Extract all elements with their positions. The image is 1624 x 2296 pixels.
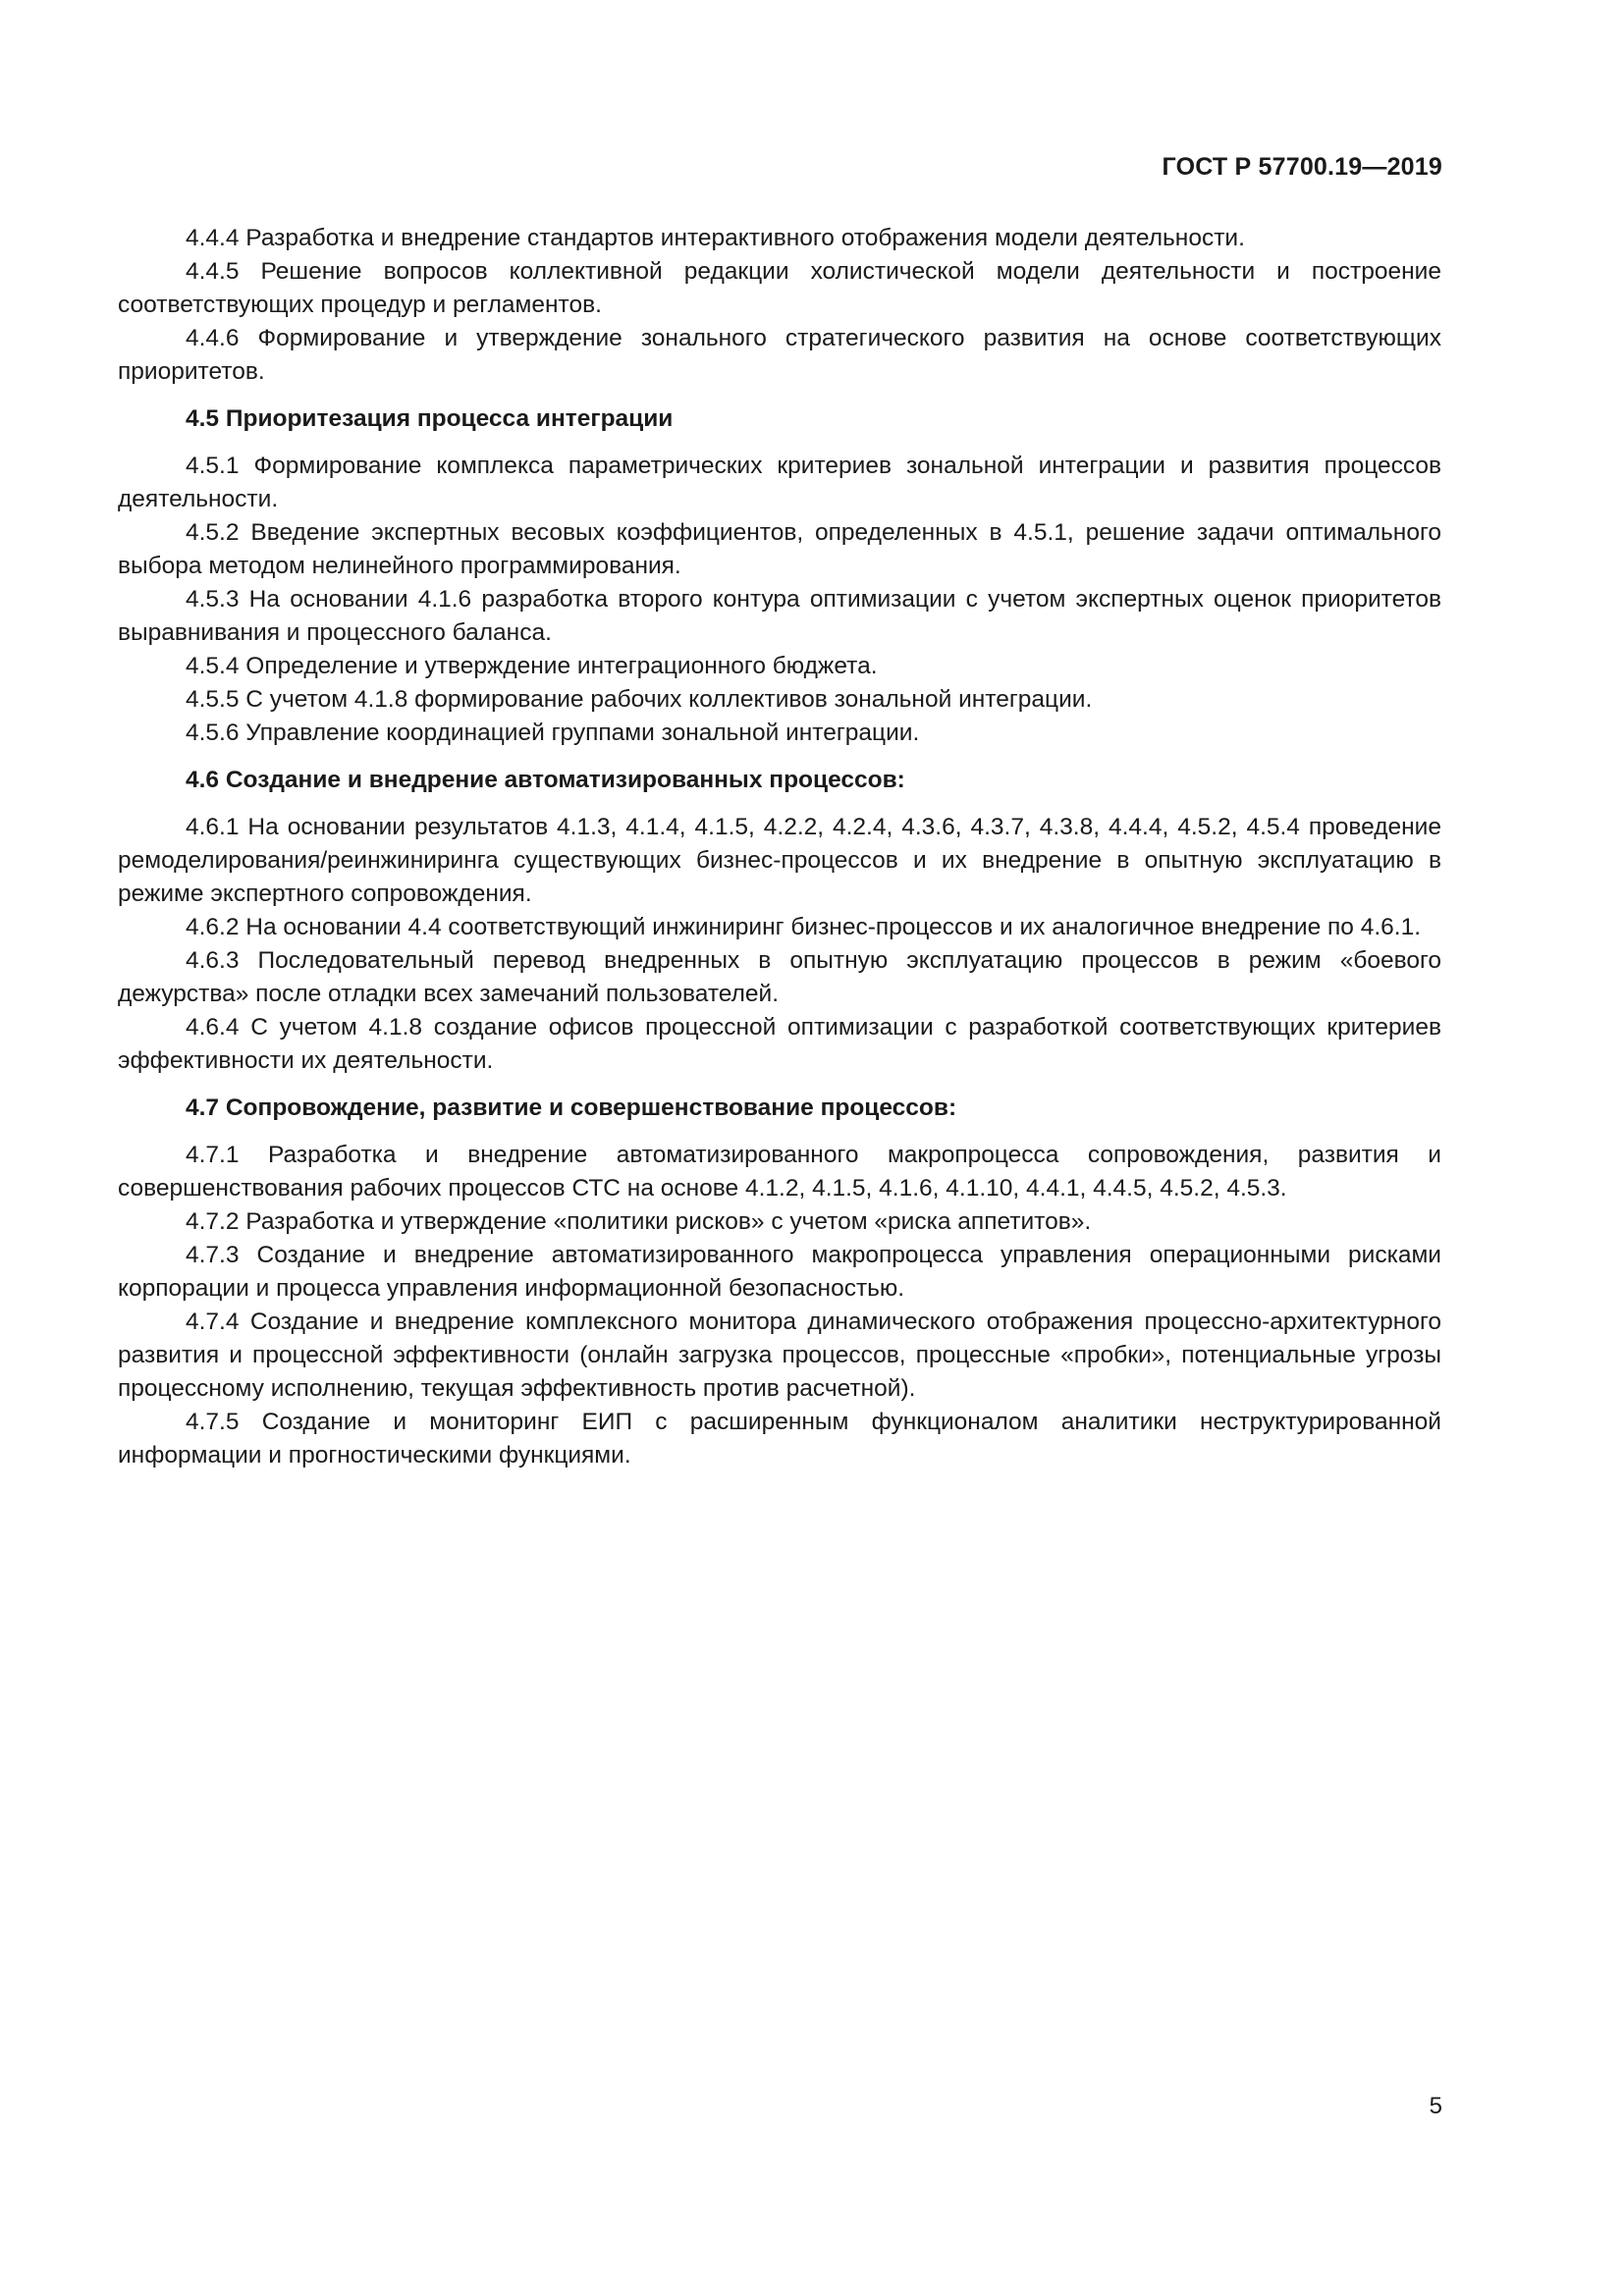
paragraph-4-6-1: 4.6.1 На основании результатов 4.1.3, 4.1.4, 4.1.5, 4.2.2, 4.2.4, 4.3.6, 4.3.7, 4.3.8, 4.4.4, 4.5.2, 4.5.4 проведение ремоделирования/реинжиниринга существующих бизнес-процессов и их внедрение в опытную эксплуатацию в режиме экспертного сопровождения. <box>118 814 1441 907</box>
paragraph-4-7-2: 4.7.2 Разработка и утверждение «политики рисков» с учетом «риска аппетитов». <box>186 1208 1092 1235</box>
paragraph-4-7-4: 4.7.4 Создание и внедрение комплексного монитора динамического отображения процессно-архитектурного развития и процессной эффективности (онлайн загрузка процессов, процессные «пробки», потенциальные угрозы процессному исполнению, текущая эффективность против расчетной). <box>118 1308 1441 1402</box>
document-header: ГОСТ Р 57700.19—2019 <box>1162 153 1442 181</box>
section-heading-4-5: 4.5 Приоритезация процесса интеграции <box>186 405 674 432</box>
document-body <box>118 222 1441 1472</box>
paragraph-4-7-3: 4.7.3 Создание и внедрение автоматизированного макропроцесса управления операционными рисками корпорации и процесса управления информационной безопасностью. <box>118 1242 1441 1302</box>
paragraph-4-5-1: 4.5.1 Формирование комплекса параметрических критериев зональной интеграции и развития процессов деятельности. <box>118 453 1441 512</box>
paragraph-4-5-2: 4.5.2 Введение экспертных весовых коэффициентов, определенных в 4.5.1, решение задачи оптимального выбора методом нелинейного программирования. <box>118 519 1441 579</box>
paragraph-4-5-5: 4.5.5 С учетом 4.1.8 формирование рабочих коллективов зональной интеграции. <box>186 686 1093 713</box>
paragraph-4-6-4: 4.6.4 С учетом 4.1.8 создание офисов процессной оптимизации с разработкой соответствующих критериев эффективности их деятельности. <box>118 1014 1441 1074</box>
paragraph-4-5-3: 4.5.3 На основании 4.1.6 разработка второго контура оптимизации с учетом экспертных оценок приоритетов выравнивания и процессного баланса. <box>118 586 1441 646</box>
paragraph-4-6-2: 4.6.2 На основании 4.4 соответствующий инжиниринг бизнес-процессов и их аналогичное внедрение по 4.6.1. <box>186 914 1422 940</box>
paragraph-4-5-6: 4.5.6 Управление координацией группами зональной интеграции. <box>186 720 920 746</box>
paragraph-4-5-4: 4.5.4 Определение и утверждение интеграционного бюджета. <box>186 653 878 679</box>
page-number: 5 <box>1429 2093 1442 2119</box>
paragraph-4-7-1: 4.7.1 Разработка и внедрение автоматизированного макропроцесса сопровождения, развития и совершенствования рабочих процессов СТС на основе 4.1.2, 4.1.5, 4.1.6, 4.1.10, 4.4.1, 4.4.5, 4.5.2, 4.5.3. <box>118 1142 1441 1201</box>
paragraph-4-6-3: 4.6.3 Последовательный перевод внедренных в опытную эксплуатацию процессов в режим «боевого дежурства» после отладки всех замечаний пользователей. <box>118 947 1441 1007</box>
paragraph-4-4-4: 4.4.4 Разработка и внедрение стандартов интерактивного отображения модели деятельности. <box>186 225 1245 251</box>
section-heading-4-6: 4.6 Создание и внедрение автоматизированных процессов: <box>186 767 905 793</box>
paragraph-4-7-5: 4.7.5 Создание и мониторинг ЕИП с расширенным функционалом аналитики неструктурированной информации и прогностическими функциями. <box>118 1409 1441 1468</box>
paragraph-4-4-5: 4.4.5 Решение вопросов коллективной редакции холистической модели деятельности и построение соответствующих процедур и регламентов. <box>118 258 1441 318</box>
paragraph-4-4-6: 4.4.6 Формирование и утверждение зонального стратегического развития на основе соответствующих приоритетов. <box>118 325 1441 385</box>
section-heading-4-7: 4.7 Сопровождение, развитие и совершенствование процессов: <box>186 1095 957 1121</box>
